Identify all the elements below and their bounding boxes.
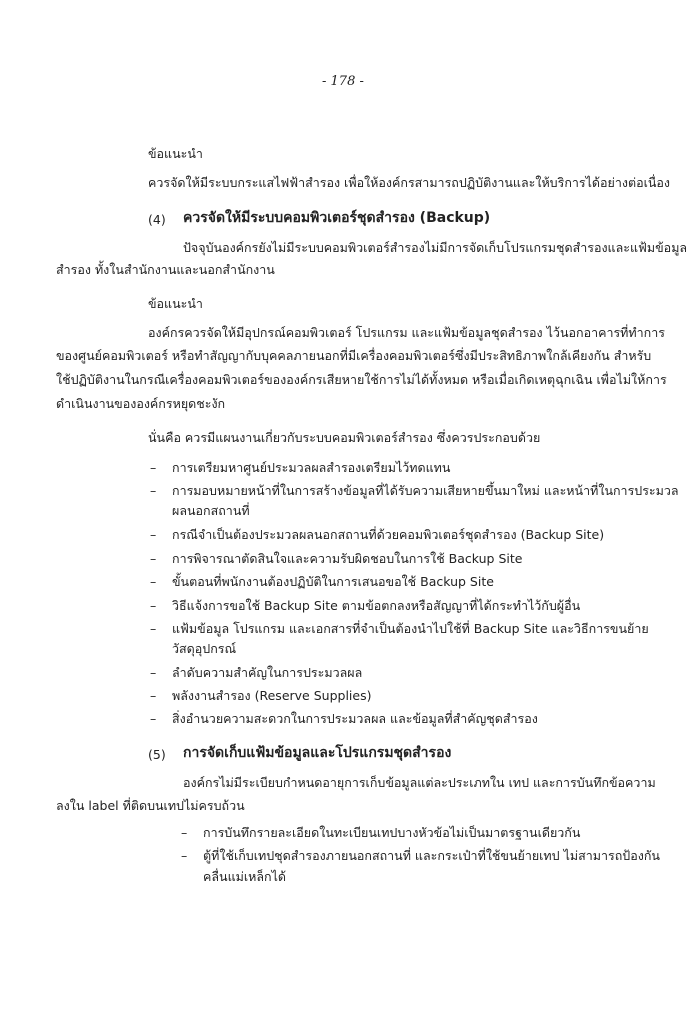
page-number: - 178 - bbox=[322, 74, 364, 89]
section-5-title: การจัดเก็บแฟ้มข้อมูลและโปรแกรมชุดสำรอง bbox=[183, 745, 452, 761]
section-4-recommendation-line: ของศูนย์คอมพิวเตอร์ หรือทำสัญญากับบุคคลภายนอกที่มีเครื่องคอมพิวเตอร์ซึ่งมีประสิทธิภาพใกล้เคียงกัน สำหรับ bbox=[56, 348, 652, 363]
list-item-continuation: คลื่นแม่เหล็กได้ bbox=[203, 869, 287, 884]
section-5-paragraph-line: องค์กรไม่มีระเบียบกำหนดอายุการเก็บข้อมูลแต่ละประเภทใน เทป และการบันทึกข้อความ bbox=[183, 775, 656, 790]
list-dash: – bbox=[150, 711, 157, 726]
list-dash: – bbox=[150, 574, 157, 589]
list-dash: – bbox=[150, 460, 157, 475]
list-item: ขั้นตอนที่พนักงานต้องปฏิบัติในการเสนอขอใช้ Backup Site bbox=[172, 574, 494, 589]
list-item: วิธีแจ้งการขอใช้ Backup Site ตามข้อตกลงหรือสัญญาที่ได้กระทำไว้กับผู้อื่น bbox=[172, 598, 581, 613]
section-4-paragraph-line: ปัจจุบันองค์กรยังไม่มีระบบคอมพิวเตอร์สำรองไม่มีการจัดเก็บโปรแกรมชุดสำรองและแฟ้มข้อมูล bbox=[183, 240, 688, 255]
list-dash: – bbox=[150, 551, 157, 566]
section-4-recommendation-line: ใช้ปฏิบัติงานในกรณีเครื่องคอมพิวเตอร์ขององค์กรเสียหายใช้การไม่ได้ทั้งหมด หรือเมื่อเกิดเหตุฉุกเฉิน เพื่อไม่ให้การ bbox=[56, 372, 667, 387]
section-4-recommendation-line: องค์กรควรจัดให้มีอุปกรณ์คอมพิวเตอร์ โปรแกรม และแฟ้มข้อมูลชุดสำรอง ไว้นอกอาคารที่ทำการ bbox=[148, 325, 665, 340]
list-item: การบันทึกรายละเอียดในทะเบียนเทปบางหัวข้อไม่เป็นมาตรฐานเดียวกัน bbox=[203, 825, 581, 840]
list-item: ลำดับความสำคัญในการประมวลผล bbox=[172, 665, 363, 680]
list-item: พลังงานสำรอง (Reserve Supplies) bbox=[172, 688, 372, 703]
section-4-paragraph-line: สำรอง ทั้งในสำนักงานและนอกสำนักงาน bbox=[56, 262, 275, 277]
section-4-recommendation-heading: ข้อแนะนำ bbox=[148, 296, 203, 311]
list-item: ตู้ที่ใช้เก็บเทปชุดสำรองภายนอกสถานที่ และกระเป๋าที่ใช้ขนย้ายเทป ไม่สามารถป้องกัน bbox=[203, 848, 660, 863]
list-item: แฟ้มข้อมูล โปรแกรม และเอกสารที่จำเป็นต้องนำไปใช้ที่ Backup Site และวิธีการขนย้าย bbox=[172, 621, 649, 636]
list-dash: – bbox=[150, 665, 157, 680]
list-dash: – bbox=[150, 598, 157, 613]
list-item-continuation: ผลนอกสถานที่ bbox=[172, 503, 250, 518]
section-4-number: (4) bbox=[148, 212, 166, 227]
list-item: การเตรียมหาศูนย์ประมวลผลสำรองเตรียมไว้ทดแทน bbox=[172, 460, 451, 475]
list-dash: – bbox=[150, 621, 157, 636]
list-item: การพิจารณาตัดสินใจและความรับผิดชอบในการใช้ Backup Site bbox=[172, 551, 523, 566]
list-dash: – bbox=[150, 483, 157, 498]
section-4-title: ควรจัดให้มีระบบคอมพิวเตอร์ชุดสำรอง (Backup) bbox=[183, 210, 491, 226]
recommendation-text: ควรจัดให้มีระบบกระแสไฟฟ้าสำรอง เพื่อให้องค์กรสามารถปฏิบัติงานและให้บริการได้อย่างต่อเนื่อง bbox=[148, 175, 671, 190]
section-4-recommendation-line: ดำเนินงานขององค์กรหยุดชะงัก bbox=[56, 396, 226, 411]
recommendation-heading: ข้อแนะนำ bbox=[148, 146, 203, 161]
list-dash: – bbox=[150, 527, 157, 542]
section-5-number: (5) bbox=[148, 747, 166, 762]
list-dash: – bbox=[150, 688, 157, 703]
list-dash: – bbox=[181, 848, 188, 863]
list-item: สิ่งอำนวยความสะดวกในการประมวลผล และข้อมูลที่สำคัญชุดสำรอง bbox=[172, 711, 538, 726]
list-dash: – bbox=[181, 825, 188, 840]
list-item: กรณีจำเป็นต้องประมวลผลนอกสถานที่ด้วยคอมพิวเตอร์ชุดสำรอง (Backup Site) bbox=[172, 527, 605, 542]
plan-intro: นั่นคือ ควรมีแผนงานเกี่ยวกับระบบคอมพิวเตอร์สำรอง ซึ่งควรประกอบด้วย bbox=[148, 430, 541, 445]
list-item-continuation: วัสดุอุปกรณ์ bbox=[172, 641, 237, 656]
list-item: การมอบหมายหน้าที่ในการสร้างข้อมูลที่ได้รับความเสียหายขึ้นมาใหม่ และหน้าที่ในการประมวล bbox=[172, 483, 679, 498]
section-5-paragraph-line: ลงใน label ที่ติดบนเทปไม่ครบถ้วน bbox=[56, 798, 245, 813]
